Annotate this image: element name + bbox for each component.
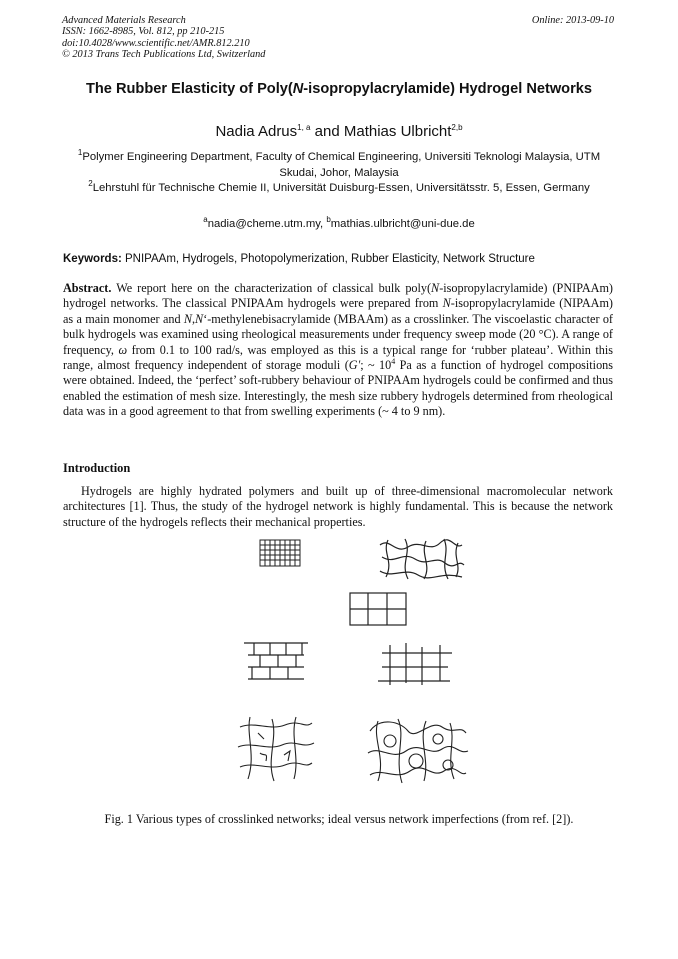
email-a: nadia@cheme.utm.my, [207,218,327,230]
defect-network-2 [368,719,468,783]
issn: ISSN: 1662-8985, Vol. 812, pp 210-215 [62,26,225,38]
online-date: Online: 2013-09-10 [531,15,614,26]
abstract-label: Abstract. [63,281,112,295]
author-1: Nadia Adrus [215,123,298,140]
authors: Nadia Adrus$^{1, a}$ and Mathias Ulbricht$^{2,b}$ [215,123,463,140]
email-b: mathias.ulbricht@uni-due.de [330,218,475,230]
introduction-paragraph: Hydrogels are highly hydrated polymers and built up of three-dimensional macromolecular network architectures [1]. Thus, the study of the hydrogel network is highly fundamental. This is because the network structure of the hydrogels reflects their mechanical properties. [63,484,613,529]
author-emails: $^a$nadia@cheme.utm.my, $^b$mathias.ulbricht@uni-due.de [203,215,475,230]
figure-caption: Fig. 1 Various types of crosslinked networks; ideal versus network imperfections (from ref. [2]). [104,812,574,826]
tangled-network-top [380,539,464,579]
ideal-large-grid [350,593,406,625]
ideal-fine-grid [260,540,300,566]
keywords: Keywords: PNIPAAm, Hydrogels, Photopolymerization, Rubber Elasticity, Network Structure [63,253,535,265]
affiliation-2: $^2$Lehrstuhl für Technische Chemie II, Universität Duisburg-Essen, Universitätsstr. 5, Essen, Germany [88,179,590,194]
network-figure [230,535,480,795]
section-heading-introduction: Introduction [63,461,131,475]
journal-name: Advanced Materials Research [62,15,186,26]
defect-network-1 [238,717,314,781]
paper-title: The Rubber Elasticity of Poly(N-isopropylacrylamide) Hydrogel Networks [85,81,593,97]
brick-network [244,643,308,679]
copyright: © 2013 Trans Tech Publications Ltd, Switzerland [62,49,266,61]
abstract: Abstract. We report here on the characterization of classical bulk poly(N-isopropylacrylamide) (PNIPAAm) hydrogel networks. The classical PNIPAAm hydrogels were prepared from N-isopropylacrylamide (NIPAAm) as a main monomer and N,N‘-methylenebisacrylamide (MBAAm) as a crosslinker. The viscoelastic character of bulk hydrogels was examined using rheological measurements under frequency sweep mode (20 °C). A range of frequency, ω from 0.1 to 100 rad/s, was employed as this is a typical range for ‘rubber plateau’. Within this range, almost frequency independent of storage moduli (G'; ~ $10^4$ Pa as a function of hydrogel compositions were obtained. Indeed, the ‘perfect’ soft-rubbery behaviour of PNIPAAm hydrogels could be confirmed and thus enabled the estimation of mesh size. Interestingly, the mesh size rubbery hydrogels determined from rheological data was in a good agreement to that from swelling experiments (~ 4 to 9 nm). [63,281,613,419]
journal-header [62,15,265,61]
author-2: Mathias Ulbricht [343,123,452,140]
doi: doi:10.4028/www.scientific.net/AMR.812.210 [62,37,250,49]
keywords-label: Keywords: [63,253,122,265]
affiliation-1: $^1$Polymer Engineering Department, Faculty of Chemical Engineering, Universiti Teknologi Malaysia, UTM Skudai, Johor, Malaysia [77,148,601,179]
dangling-ends-network [378,643,452,685]
